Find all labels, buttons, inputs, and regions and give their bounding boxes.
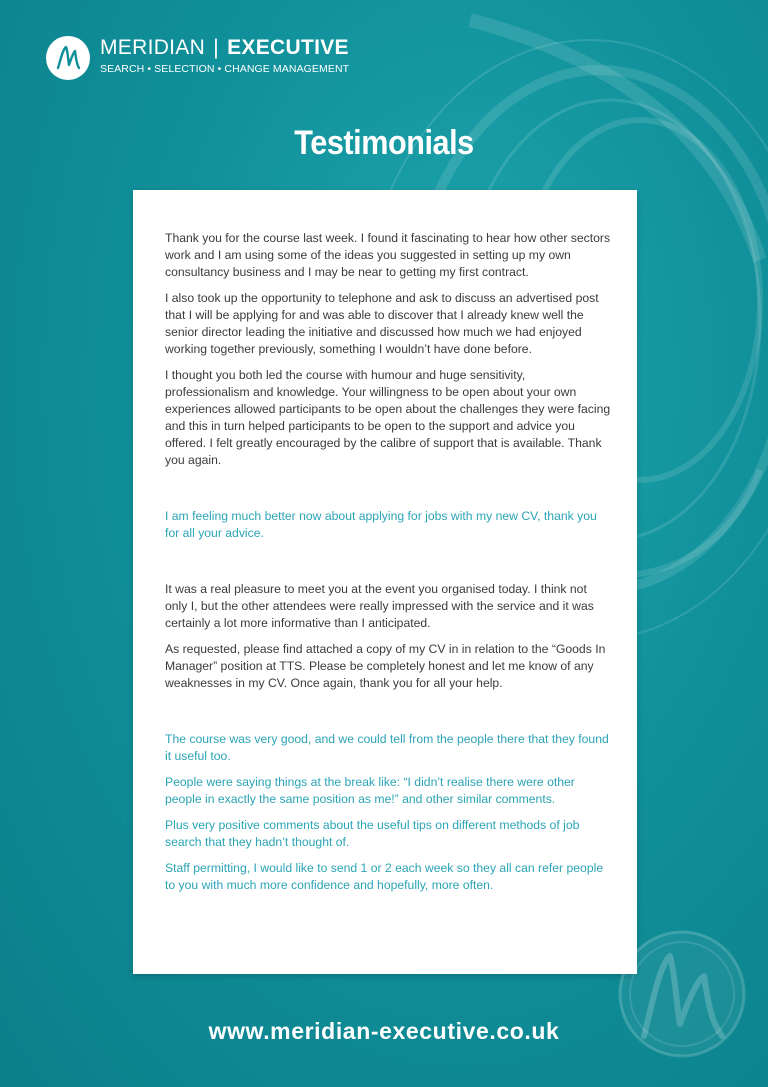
testimonial-spacer	[165, 478, 611, 508]
testimonial-paragraph: Thank you for the course last week. I found it fascinating to hear how other sectors work and I am using some of the ideas you suggested in setting up my own consultancy business and I may be near to getting my first contract.	[165, 231, 611, 279]
testimonial-2	[165, 508, 611, 542]
brand-name-right: EXECUTIVE	[227, 36, 349, 59]
testimonial-4	[165, 731, 611, 894]
testimonial-paragraph: It was a real pleasure to meet you at the event you organised today. I think not only I, but the other attendees were really impressed with the service and it was certainly a lot more informative than I anticipated.	[165, 582, 594, 630]
brand-block	[100, 37, 349, 75]
testimonial-paragraph: The course was very good, and we could tell from the people there that they found it useful too.	[165, 732, 609, 763]
testimonial-paragraph: Plus very positive comments about the useful tips on different methods of job search that they hadn’t thought of.	[165, 818, 580, 849]
testimonial-paragraph: I also took up the opportunity to telephone and ask to discuss an advertised post that I will be applying for and was able to discover that I already knew well the senior director leading the initiative and discussed how much we had enjoyed working together previously, something I wouldn’t have done before.	[165, 291, 599, 356]
brand-tagline: SEARCH • SELECTION • CHANGE MANAGEMENT	[100, 63, 350, 75]
testimonial-paragraph: I am feeling much better now about applying for jobs with my new CV, thank you for all your advice.	[165, 509, 597, 540]
brand-name	[100, 37, 349, 58]
meridian-m-logo-icon	[53, 43, 83, 73]
footer-website-url[interactable]: www.meridian-executive.co.uk	[208, 1018, 560, 1044]
brand-name-left: MERIDIAN	[100, 36, 206, 59]
testimonial-1	[165, 230, 611, 469]
testimonials-list	[165, 230, 611, 903]
testimonial-3	[165, 581, 611, 692]
testimonial-paragraph: I thought you both led the course with humour and huge sensitivity, professionalism and knowledge. Your willingness to be open about your own experiences allowed participants to be open about the challenges they were facing and this in turn helped participants to be open to the support and advice you offered. I felt greatly encouraged by the calibre of support that is available. Thank you again.	[165, 368, 611, 467]
brand-logo	[46, 36, 90, 80]
testimonials-card	[133, 190, 637, 974]
testimonial-spacer	[165, 701, 611, 731]
testimonial-spacer	[165, 551, 611, 581]
testimonial-paragraph: People were saying things at the break like: “I didn’t realise there were other people in exactly the same position as me!” and other similar comments.	[165, 775, 575, 806]
testimonial-paragraph: As requested, please find attached a copy of my CV in in relation to the “Goods In Manager” position at TTS. Please be completely honest and let me know of any weaknesses in my CV. Once again, thank you for all your help.	[165, 642, 606, 690]
testimonial-paragraph: Staff permitting, I would like to send 1 or 2 each week so they all can refer people to you with much more confidence and hopefully, more often.	[165, 861, 604, 892]
brand-separator: |	[213, 36, 219, 59]
page-title: Testimonials	[294, 124, 474, 162]
